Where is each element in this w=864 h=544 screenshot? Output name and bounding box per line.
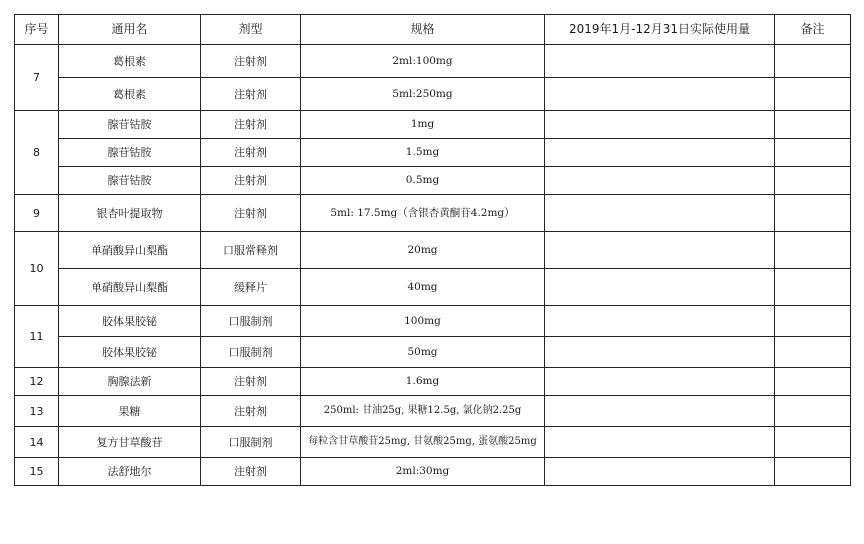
- specification-cell: 5ml: 17.5mg（含银杏黄酮苷4.2mg）: [301, 195, 545, 232]
- specification-cell: 50mg: [301, 337, 545, 368]
- table-row: [15, 396, 851, 427]
- generic-name-cell: 银杏叶提取物: [59, 195, 201, 232]
- table-row: [15, 45, 851, 78]
- dosage-form-cell: 注射剂: [201, 195, 301, 232]
- table-row: [15, 306, 851, 337]
- drug-usage-table: [14, 14, 851, 486]
- generic-name-cell: 单硝酸异山梨酯: [59, 269, 201, 306]
- remarks-cell[interactable]: [775, 458, 851, 486]
- specification-cell: 40mg: [301, 269, 545, 306]
- usage-cell[interactable]: [545, 368, 775, 396]
- row-seq: 13: [15, 396, 59, 427]
- row-seq: 14: [15, 427, 59, 458]
- row-seq: 12: [15, 368, 59, 396]
- usage-cell[interactable]: [545, 458, 775, 486]
- generic-name-cell: 腺苷钴胺: [59, 111, 201, 139]
- remarks-cell[interactable]: [775, 269, 851, 306]
- remarks-cell[interactable]: [775, 139, 851, 167]
- table-row: [15, 111, 851, 139]
- generic-name-cell: 胶体果胶铋: [59, 337, 201, 368]
- dosage-form-cell: 注射剂: [201, 396, 301, 427]
- usage-cell[interactable]: [545, 167, 775, 195]
- table-row: [15, 337, 851, 368]
- dosage-form-cell: 口服常释剂: [201, 232, 301, 269]
- specification-cell: 2ml:30mg: [301, 458, 545, 486]
- row-seq: 11: [15, 306, 59, 368]
- generic-name-cell: 单硝酸异山梨酯: [59, 232, 201, 269]
- dosage-form-cell: 注射剂: [201, 167, 301, 195]
- specification-cell: 1.6mg: [301, 368, 545, 396]
- usage-cell[interactable]: [545, 427, 775, 458]
- row-seq: 8: [15, 111, 59, 195]
- header-actual-usage: 2019年1月-12月31日实际使用量: [545, 15, 775, 45]
- header-generic-name: 通用名: [59, 15, 201, 45]
- specification-cell: 100mg: [301, 306, 545, 337]
- usage-cell[interactable]: [545, 111, 775, 139]
- generic-name-cell: 复方甘草酸苷: [59, 427, 201, 458]
- table-row: [15, 458, 851, 486]
- specification-cell: 1mg: [301, 111, 545, 139]
- table-row: [15, 78, 851, 111]
- generic-name-cell: 腺苷钴胺: [59, 139, 201, 167]
- remarks-cell[interactable]: [775, 337, 851, 368]
- specification-cell: 1.5mg: [301, 139, 545, 167]
- dosage-form-cell: 注射剂: [201, 139, 301, 167]
- table-row: [15, 167, 851, 195]
- usage-cell[interactable]: [545, 306, 775, 337]
- remarks-cell[interactable]: [775, 78, 851, 111]
- row-seq: 15: [15, 458, 59, 486]
- header-remarks: 备注: [775, 15, 851, 45]
- specification-cell: 5ml:250mg: [301, 78, 545, 111]
- table-row: [15, 139, 851, 167]
- usage-cell[interactable]: [545, 396, 775, 427]
- remarks-cell[interactable]: [775, 427, 851, 458]
- remarks-cell[interactable]: [775, 368, 851, 396]
- remarks-cell[interactable]: [775, 45, 851, 78]
- row-seq: 10: [15, 232, 59, 306]
- dosage-form-cell: 注射剂: [201, 111, 301, 139]
- dosage-form-cell: 缓释片: [201, 269, 301, 306]
- generic-name-cell: 葛根素: [59, 78, 201, 111]
- usage-cell[interactable]: [545, 78, 775, 111]
- usage-cell[interactable]: [545, 195, 775, 232]
- remarks-cell[interactable]: [775, 167, 851, 195]
- remarks-cell[interactable]: [775, 111, 851, 139]
- specification-cell: 0.5mg: [301, 167, 545, 195]
- row-seq: 9: [15, 195, 59, 232]
- drug-usage-table-page: [14, 14, 850, 486]
- dosage-form-cell: 注射剂: [201, 368, 301, 396]
- generic-name-cell: 腺苷钴胺: [59, 167, 201, 195]
- row-seq: 7: [15, 45, 59, 111]
- dosage-form-cell: 口服制剂: [201, 337, 301, 368]
- remarks-cell[interactable]: [775, 232, 851, 269]
- usage-cell[interactable]: [545, 45, 775, 78]
- usage-cell[interactable]: [545, 232, 775, 269]
- generic-name-cell: 胸腺法新: [59, 368, 201, 396]
- remarks-cell[interactable]: [775, 195, 851, 232]
- specification-cell: 20mg: [301, 232, 545, 269]
- specification-cell: 每粒含甘草酸苷25mg, 甘氨酸25mg, 蛋氨酸25mg: [301, 427, 545, 458]
- usage-cell[interactable]: [545, 139, 775, 167]
- table-header-row: [15, 15, 851, 45]
- header-seq: 序号: [15, 15, 59, 45]
- generic-name-cell: 胶体果胶铋: [59, 306, 201, 337]
- table-row: [15, 427, 851, 458]
- dosage-form-cell: 注射剂: [201, 458, 301, 486]
- table-row: [15, 269, 851, 306]
- generic-name-cell: 法舒地尔: [59, 458, 201, 486]
- generic-name-cell: 果糖: [59, 396, 201, 427]
- header-dosage-form: 剂型: [201, 15, 301, 45]
- table-row: [15, 195, 851, 232]
- specification-cell: 2ml:100mg: [301, 45, 545, 78]
- dosage-form-cell: 口服制剂: [201, 427, 301, 458]
- generic-name-cell: 葛根素: [59, 45, 201, 78]
- header-specification: 规格: [301, 15, 545, 45]
- dosage-form-cell: 注射剂: [201, 78, 301, 111]
- dosage-form-cell: 注射剂: [201, 45, 301, 78]
- remarks-cell[interactable]: [775, 396, 851, 427]
- dosage-form-cell: 口服制剂: [201, 306, 301, 337]
- usage-cell[interactable]: [545, 269, 775, 306]
- usage-cell[interactable]: [545, 337, 775, 368]
- table-row: [15, 232, 851, 269]
- specification-cell: 250ml: 甘油25g, 果糖12.5g, 氯化钠2.25g: [301, 396, 545, 427]
- remarks-cell[interactable]: [775, 306, 851, 337]
- table-row: [15, 368, 851, 396]
